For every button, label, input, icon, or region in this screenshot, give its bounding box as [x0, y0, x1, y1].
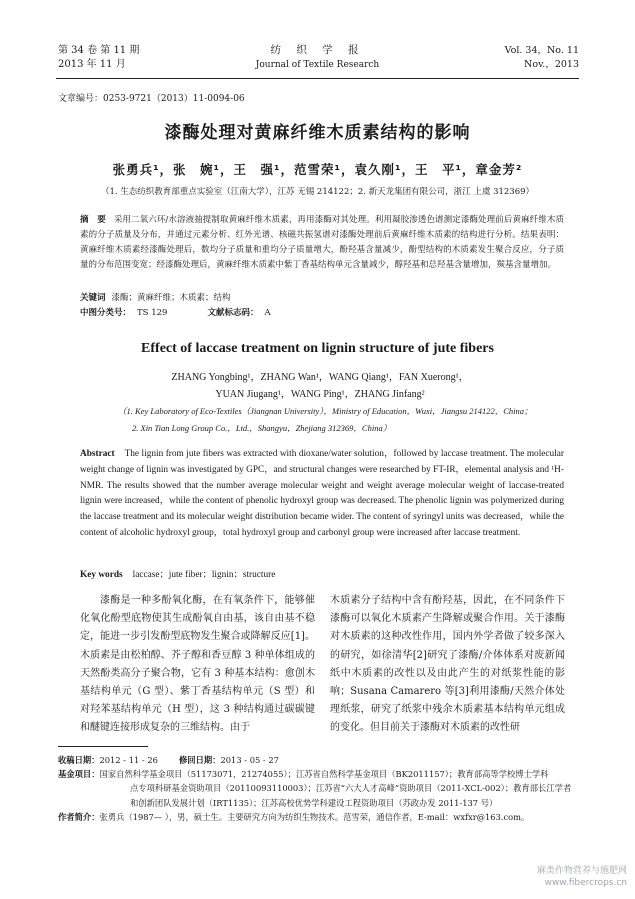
- classification-cn: [80, 306, 271, 318]
- doc-code-label: 文献标志码：: [207, 308, 259, 318]
- body-column-right: 木质素分子结构中含有酚羟基，因此，在不同条件下漆酶可以氧化木质素产生降解或聚合作用。关于漆酶对木质素的这种改性作用，国内外学者做了较多深入的研究，如徐清华[2]研究了漆酶/介体体系对废新闻纸中木质素的改性以及由此产生的对纸浆性能的影响；Susana Camarero 等[3]利用漆酶/天然介体处理纸浆，研究了纸浆中残余木质素基本结构单元组成的变化。但目前关于漆酶对木质素的改性研: [330, 595, 565, 734]
- received-label: 收稿日期：: [58, 755, 100, 765]
- issue-date: 2013 年 11 月: [58, 59, 126, 70]
- authors-en-line1: ZHANG Yongbing¹，ZHANG Wan¹，WANG Qiang¹，FAN Xuerong¹，: [171, 372, 469, 383]
- issue-info: [58, 44, 139, 72]
- dates-line: [58, 753, 578, 767]
- article-number: 文章编号：0253-9721（2013）11-0094-06: [58, 94, 245, 104]
- affiliations-en: [118, 403, 548, 437]
- header-divider: [56, 78, 579, 79]
- volume-issue: 第 34 卷 第 11 期: [58, 45, 140, 56]
- revised-label: 修回日期：: [179, 755, 221, 765]
- keywords-en-text: laccase；jute fiber；lignin；structure: [132, 570, 276, 580]
- clc-value: TS 129: [137, 308, 168, 318]
- body-column-left: 漆酶是一种多酚氧化酶，在有氧条件下，能够催化氧化酚型底物使其生成酚氧自由基，该自由基不稳定，能进一步引发酚型底物发生聚合或降解反应[1]。木质素是由松柏醇、芥子醇和香豆醇 3 种单体组成的天然酚类高分子聚合物，它有 3 种基本结构：愈创木基结构单元（G 型）、紫丁香基结构单元（S 型）和对羟苯基结构单元（H 型），这 3 种结构通过碳碳键和醚键连接形成复杂的三维结构。由于: [80, 595, 315, 734]
- affiliations-cn: （1. 生态纺织教育部重点实验室（江南大学），江苏 无锡 214122；2. 新天龙集团有限公司，浙江 上虞 312369）: [100, 187, 535, 197]
- journal-name-cn: 纺 织 学 报: [270, 44, 365, 56]
- abstract-en-text: The lignin from jute fibers was extracted with dioxane/water solution，followed by laccase treatment. The molecular weight change of lignin was investigated by GPC，and structural changes were researched by FT-IR，elemental analysis and ¹H-NMR. The results showed that the number average molecular weight and weight average molecular weight of laccase-treated lignin were increased，while the content of phenolic hydroxyl group was decreased. The phenolic lignin was polymerized during the laccase treatment and its molecular weight distribution became wider. The content of syringyl units was decreased，while the content of alcoholic hydroxyl group，total hydroxyl group and carbonyl group were increased after laccase treatment.: [80, 449, 564, 538]
- affiliations-en-line2: 2. Xin Tian Long Group Co.，Ltd.，Shangyu，Zhejiang 312369，China）: [132, 423, 392, 433]
- title-en: Effect of laccase treatment on lignin structure of jute fibers: [141, 341, 494, 356]
- keywords-cn-text: 漆酶；黄麻纤维；木质素；结构: [111, 293, 231, 303]
- received-date: 2012 - 11 - 26: [99, 755, 158, 765]
- doc-code-value: A: [264, 308, 271, 318]
- abstract-cn-text: 采用二氧六环/水溶液抽提制取黄麻纤维木质素，再用漆酶对其处理。利用凝胶渗透色谱测定漆酶处理前后黄麻纤维木质素的分子质量及分布，并通过元素分析、红外光谱、核磁共振氢谱对漆酶处理前后黄麻纤维木质素的结构进行分析。结果表明：黄麻纤维木质素经漆酶处理后，数均分子质量和重均分子质量增大，酚羟基含量减少，酚型结构的木质素发生聚合反应，分子质量的分布范围变宽；经漆酶处理后，黄麻纤维木质素中紫丁香基结构单元含量减少，醇羟基和总羟基含量增加，羰基含量增加。: [80, 215, 564, 270]
- keywords-cn-label: 关键词: [80, 293, 106, 303]
- author-bio-label: 作者简介：: [58, 811, 100, 822]
- footnote-divider: [58, 746, 148, 747]
- watermark-line1: 麻类作物营养与施肥网: [536, 866, 627, 876]
- footnotes: [58, 753, 578, 824]
- author-bio-text: 张勇兵（1987— ），男，硕士生。主要研究方向为纺织生物技术。范雪荣，通信作者，E-mail：wxfxr@163.com。: [99, 811, 530, 822]
- authors-en-line2: YUAN Jiugang¹，WANG Ping¹，ZHANG Jinfang²: [215, 389, 425, 400]
- keywords-en-label: Key words: [80, 570, 123, 580]
- authors-cn: 张勇兵¹，张 婉¹，王 强¹，范雪荣¹，袁久刚¹，王 平¹，章金芳²: [112, 162, 523, 177]
- fund-line2: 点专项科研基金资助项目（20110093110003）；江苏省“六大人才高峰”资助项目（2011-XCL-002）；教育部长江学者: [130, 783, 572, 794]
- watermark-line2: www.fibercrops.cn: [544, 878, 627, 888]
- affiliations-en-line1: （1. Key Laboratory of Eco-Textiles（Jiangnan University），Ministry of Education，Wuxi，Jiangsu 214122，China；: [118, 406, 533, 416]
- abstract-en: [80, 447, 564, 542]
- journal-name-en: Journal of Textile Research: [255, 60, 380, 70]
- issue-info-en: [505, 44, 579, 72]
- keywords-cn: [80, 291, 231, 303]
- abstract-cn-label: 摘 要: [80, 215, 106, 225]
- fund-line1: 国家自然科学基金项目（51173071，21274055）；江苏省自然科学基金项目（BK2011157）；教育部高等学校博士学科: [99, 769, 549, 780]
- journal-name: [200, 43, 435, 73]
- revised-date: 2013 - 05 - 27: [220, 755, 279, 765]
- abstract-cn: [80, 213, 564, 273]
- keywords-en: [80, 566, 275, 580]
- fund-block: [58, 767, 578, 810]
- site-watermark: [537, 865, 627, 889]
- clc-label: 中图分类号：: [80, 308, 132, 318]
- authors-en: [140, 369, 500, 403]
- issue-date-en: Nov.，2013: [524, 59, 579, 70]
- abstract-en-label: Abstract: [80, 449, 115, 459]
- volume-issue-en: Vol. 34，No. 11: [504, 45, 579, 56]
- title-cn: 漆酶处理对黄麻纤维木质素结构的影响: [164, 123, 471, 143]
- fund-line3: 和创新团队发展计划（IRT1135）；江苏高校优势学科建设工程资助项目（苏政办发 2011-137 号）: [130, 797, 498, 808]
- author-bio: [58, 810, 578, 824]
- fund-label: 基金项目：: [58, 769, 100, 780]
